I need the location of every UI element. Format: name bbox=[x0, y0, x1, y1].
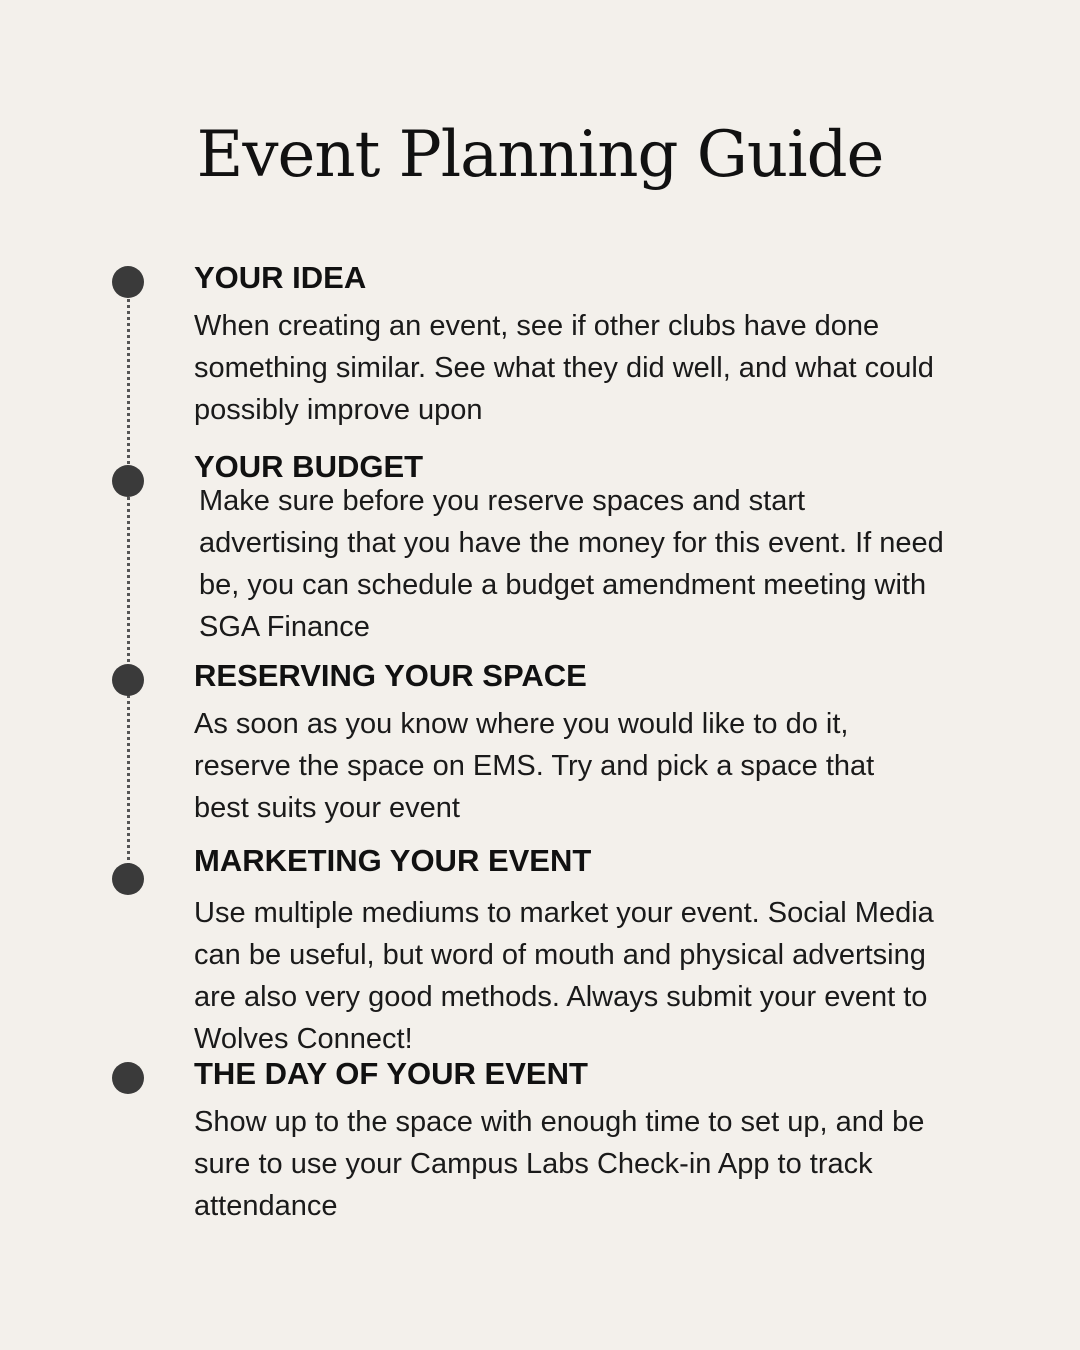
timeline-dotted-line bbox=[127, 282, 130, 878]
section-body: Use multiple mediums to market your event. Social Media can be useful, but word of mouth and physical advertsing are also very good methods. Always submit your event to Wolves Connect! bbox=[194, 897, 934, 1055]
page-title: Event Planning Guide bbox=[196, 118, 884, 192]
timeline-dot-5 bbox=[112, 1062, 144, 1094]
timeline-dot-1 bbox=[112, 266, 144, 298]
timeline-dot-2 bbox=[112, 465, 144, 497]
section-heading: YOUR IDEA bbox=[194, 260, 367, 295]
section-body: As soon as you know where you would like to do it, reserve the space on EMS. Try and pick a space that best suits your event bbox=[194, 708, 875, 824]
section-heading: MARKETING YOUR EVENT bbox=[194, 843, 592, 878]
section-your-budget bbox=[194, 450, 964, 648]
section-body: Make sure before you reserve spaces and start advertising that you have the money for this event. If need be, you can schedule a budget amendment meeting with SGA Finance bbox=[199, 485, 944, 643]
timeline-dot-3 bbox=[112, 664, 144, 696]
section-marketing-your-event bbox=[194, 844, 964, 1060]
section-body: When creating an event, see if other clubs have done something similar. See what they did well, and what could possibly improve upon bbox=[194, 310, 934, 426]
section-day-of-your-event bbox=[194, 1057, 964, 1227]
timeline-dot-4 bbox=[112, 863, 144, 895]
section-heading: YOUR BUDGET bbox=[194, 449, 424, 484]
section-body: Show up to the space with enough time to set up, and be sure to use your Campus Labs Check-in App to track attendance bbox=[194, 1106, 925, 1222]
section-heading: RESERVING YOUR SPACE bbox=[194, 658, 587, 693]
section-reserving-your-space bbox=[194, 659, 964, 829]
section-your-idea bbox=[194, 261, 964, 431]
section-heading: THE DAY OF YOUR EVENT bbox=[194, 1056, 588, 1091]
